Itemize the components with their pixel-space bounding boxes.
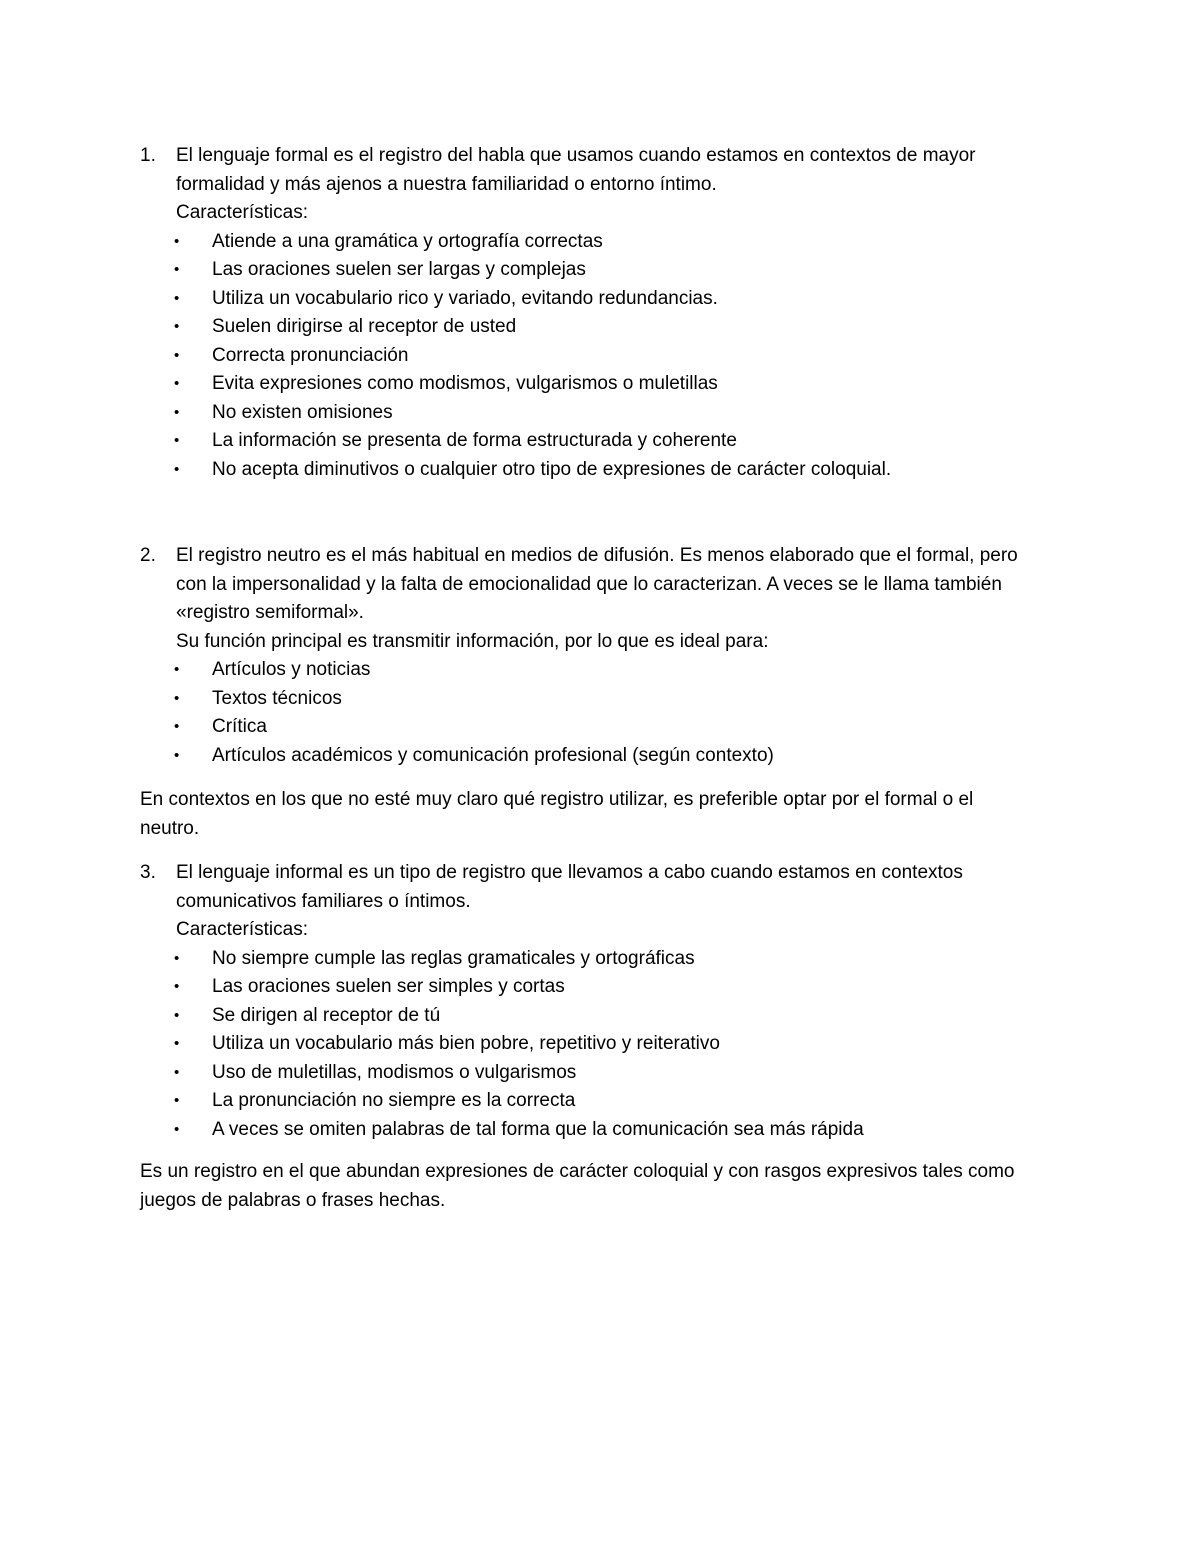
- bullet-icon: •: [174, 1006, 180, 1024]
- bullet-item: [140, 742, 1060, 771]
- bullet-text: Artículos y noticias: [212, 659, 371, 680]
- bullet-item: [140, 427, 1060, 456]
- paragraph-text: El registro neutro es el más habitual en medios de difusión. Es menos elaborado que el formal, pero: [176, 545, 1018, 566]
- list-item-informal: [140, 859, 1060, 1144]
- paragraph-text: neutro.: [140, 817, 200, 839]
- bullet-icon: •: [174, 261, 180, 278]
- numbered-line: [140, 542, 1060, 571]
- bullet-item: [140, 370, 1060, 399]
- bullet-text: Evita expresiones como modismos, vulgarismos o muletillas: [212, 373, 718, 394]
- paragraph-text: El lenguaje formal es el registro del habla que usamos cuando estamos en contextos de mayor: [176, 145, 976, 166]
- bullet-item: [140, 342, 1060, 371]
- list-number: 1.: [140, 145, 156, 166]
- paragraph-text: formalidad y más ajenos a nuestra familiaridad o entorno íntimo.: [176, 173, 717, 195]
- bullet-item: [140, 456, 1060, 485]
- bullet-icon: •: [174, 746, 180, 764]
- bullet-icon: •: [174, 289, 180, 307]
- bullet-icon: •: [174, 689, 180, 707]
- bullet-item: [140, 1002, 1060, 1031]
- bullet-icon: •: [174, 1035, 180, 1052]
- paragraph-text: En contextos en los que no esté muy claro qué registro utilizar, es preferible optar por el formal o el: [140, 789, 974, 810]
- bullet-icon: •: [174, 318, 180, 335]
- bullet-item: [140, 256, 1060, 285]
- bullet-text: Las oraciones suelen ser simples y cortas: [212, 976, 565, 997]
- bullet-icon: •: [174, 978, 180, 995]
- bullet-text: Atiende a una gramática y ortografía correctas: [212, 230, 603, 252]
- bullet-item: [140, 1116, 1060, 1145]
- bullet-item: [140, 656, 1060, 685]
- paragraph-text: con la impersonalidad y la falta de emocionalidad que lo caracterizan. A veces se le llama también: [176, 573, 1002, 595]
- bullet-text: No siempre cumple las reglas gramaticales y ortográficas: [212, 947, 695, 969]
- bullet-item: [140, 713, 1060, 742]
- bullet-icon: •: [174, 718, 180, 735]
- paragraph-text: Es un registro en el que abundan expresiones de carácter coloquial y con rasgos expresivos tales como: [140, 1161, 1015, 1182]
- bullet-text: Suelen dirigirse al receptor de usted: [212, 316, 517, 337]
- bullet-text: Crítica: [212, 716, 267, 737]
- subheading: Características:: [176, 919, 308, 940]
- bullet-icon: •: [174, 346, 180, 364]
- bullet-text: No existen omisiones: [212, 401, 393, 423]
- bullet-text: La información se presenta de forma estructurada y coherente: [212, 430, 737, 451]
- bullet-icon: •: [174, 1092, 180, 1109]
- paragraph-text: comunicativos familiares o íntimos.: [176, 890, 471, 912]
- bullet-item: [140, 228, 1060, 257]
- bullet-text: Utiliza un vocabulario rico y variado, evitando redundancias.: [212, 287, 718, 309]
- bullet-text: Textos técnicos: [212, 687, 342, 709]
- bullet-text: Correcta pronunciación: [212, 344, 409, 366]
- paragraph-text: juegos de palabras o frases hechas.: [140, 1189, 446, 1211]
- bullet-icon: •: [174, 403, 180, 421]
- paragraph-text: «registro semiformal».: [176, 602, 364, 623]
- paragraph-text: El lenguaje informal es un tipo de registro que llevamos a cabo cuando estamos en contextos: [176, 862, 963, 883]
- bullet-item: [140, 1059, 1060, 1088]
- bullet-item: [140, 1030, 1060, 1059]
- list-item-neutral: [140, 542, 1060, 770]
- bullet-text: No acepta diminutivos o cualquier otro tipo de expresiones de carácter coloquial.: [212, 458, 892, 480]
- bullet-item: [140, 1087, 1060, 1116]
- bullet-item: [140, 685, 1060, 714]
- bullet-icon: •: [174, 375, 180, 392]
- subheading: Características:: [176, 202, 308, 223]
- bullet-icon: •: [174, 460, 180, 478]
- bullet-item: [140, 285, 1060, 314]
- list-item-formal: [140, 142, 1060, 484]
- bullet-text: A veces se omiten palabras de tal forma que la comunicación sea más rápida: [212, 1118, 864, 1140]
- bullet-text: La pronunciación no siempre es la correcta: [212, 1090, 576, 1111]
- list-number: 2.: [140, 545, 156, 566]
- numbered-line: [140, 859, 1060, 888]
- bullet-text: Artículos académicos y comunicación profesional (según contexto): [212, 744, 774, 766]
- bullet-icon: •: [174, 232, 180, 250]
- bullet-text: Utiliza un vocabulario más bien pobre, repetitivo y reiterativo: [212, 1033, 720, 1054]
- list-number: 3.: [140, 862, 156, 883]
- paragraph-note: [140, 786, 1060, 843]
- bullet-icon: •: [174, 1063, 180, 1081]
- bullet-item: [140, 313, 1060, 342]
- bullet-item: [140, 399, 1060, 428]
- bullet-text: Se dirigen al receptor de tú: [212, 1004, 441, 1026]
- bullet-text: Uso de muletillas, modismos o vulgarismos: [212, 1061, 577, 1083]
- bullet-icon: •: [174, 661, 180, 678]
- bullet-icon: •: [174, 432, 180, 449]
- bullet-text: Las oraciones suelen ser largas y complejas: [212, 259, 586, 280]
- bullet-icon: •: [174, 949, 180, 967]
- paragraph-note: [140, 1158, 1060, 1215]
- numbered-line: [140, 142, 1060, 171]
- bullet-item: [140, 973, 1060, 1002]
- subheading: Su función principal es transmitir información, por lo que es ideal para:: [176, 630, 769, 652]
- bullet-item: [140, 945, 1060, 974]
- bullet-icon: •: [174, 1120, 180, 1138]
